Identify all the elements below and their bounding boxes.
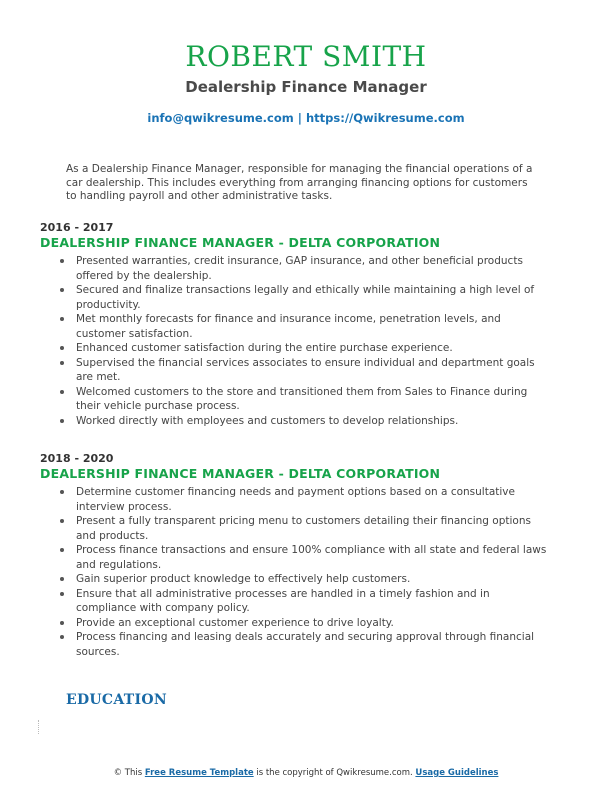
- bullet-text: Gain superior product knowledge to effectively help customers.: [76, 573, 411, 585]
- section-divider: [38, 720, 41, 734]
- experience-company: DEALERSHIP FINANCE MANAGER - DELTA CORPORATION: [40, 466, 441, 481]
- experience-entry-1: [40, 221, 560, 428]
- bullet-item: [76, 572, 560, 587]
- experience-dates: 2016 - 2017: [40, 221, 114, 234]
- bullet-item: [76, 587, 560, 616]
- summary-paragraph: As a Dealership Finance Manager, responsible for managing the financial operations of a car dealership. This includes everything from arranging financing options for customers to handling payroll and other administrative tasks.: [66, 163, 533, 202]
- bullet-icon: [60, 419, 64, 423]
- experience-entry-2: [40, 452, 560, 659]
- bullet-icon: [60, 346, 64, 350]
- bullet-item: [76, 514, 560, 543]
- education-heading: EDUCATION: [66, 692, 167, 708]
- bullet-icon: [60, 288, 64, 292]
- footer-copyright: [0, 767, 612, 779]
- bullet-text: Secured and finalize transactions legally and ethically while maintaining a high level of productivity.: [76, 284, 535, 311]
- bullet-text: Determine customer financing needs and payment options based on a consultative interview process.: [76, 486, 515, 513]
- bullet-icon: [60, 390, 64, 394]
- bullet-icon: [60, 577, 64, 581]
- bullet-icon: [60, 317, 64, 321]
- bullet-item: [76, 630, 560, 659]
- bullet-icon: [60, 519, 64, 523]
- bullet-icon: [60, 490, 64, 494]
- footer-prefix: © This: [113, 768, 145, 778]
- bullet-item: [76, 616, 560, 631]
- bullet-icon: [60, 259, 64, 263]
- experience-dates: 2018 - 2020: [40, 452, 114, 465]
- bullet-item: [76, 341, 560, 356]
- experience-company: DEALERSHIP FINANCE MANAGER - DELTA CORPORATION: [40, 235, 441, 250]
- bullet-text: Process financing and leasing deals accurately and securing approval through financial sources.: [76, 631, 535, 658]
- bullet-text: Provide an exceptional customer experience to drive loyalty.: [76, 616, 394, 629]
- bullet-item: [76, 283, 560, 312]
- bullet-item: [76, 485, 560, 514]
- contact-line: [0, 110, 612, 126]
- bullet-text: Welcomed customers to the store and transitioned them from Sales to Finance during their vehicle purchase process.: [76, 385, 528, 412]
- experience-bullets: [40, 254, 560, 428]
- contact-separator: |: [293, 111, 306, 125]
- bullet-text: Ensure that all administrative processes are handled in a timely fashion and in compliance with company policy.: [76, 587, 490, 614]
- bullet-icon: [60, 548, 64, 552]
- bullet-item: [76, 414, 560, 429]
- bullet-icon: [60, 361, 64, 365]
- bullet-item: [76, 312, 560, 341]
- bullet-text: Worked directly with employees and customers to develop relationships.: [76, 414, 459, 427]
- bullet-item: [76, 356, 560, 385]
- bullet-icon: [60, 621, 64, 625]
- bullet-text: Present a fully transparent pricing menu to customers detailing their financing options and products.: [76, 515, 531, 542]
- website-link[interactable]: https://Qwikresume.com: [305, 111, 465, 125]
- email-link[interactable]: info@qwikresume.com: [147, 111, 294, 125]
- bullet-item: [76, 385, 560, 414]
- bullet-icon: [60, 635, 64, 639]
- experience-bullets: [40, 485, 560, 659]
- bullet-icon: [60, 592, 64, 596]
- bullet-item: [76, 543, 560, 572]
- bullet-text: Presented warranties, credit insurance, GAP insurance, and other beneficial products offered by the dealership.: [76, 255, 523, 282]
- bullet-text: Enhanced customer satisfaction during the entire purchase experience.: [76, 342, 453, 354]
- bullet-text: Supervised the financial services associates to ensure individual and department goals are met.: [76, 356, 535, 383]
- bullet-item: [76, 254, 560, 283]
- free-resume-template-link[interactable]: Free Resume Template: [144, 768, 254, 778]
- footer-middle: is the copyright of Qwikresume.com.: [253, 768, 416, 778]
- bullet-text: Process finance transactions and ensure 100% compliance with all state and federal laws and regulations.: [76, 544, 547, 571]
- candidate-title: Dealership Finance Manager: [185, 78, 427, 96]
- usage-guidelines-link[interactable]: Usage Guidelines: [415, 768, 499, 778]
- candidate-name: ROBERT SMITH: [185, 40, 427, 73]
- bullet-text: Met monthly forecasts for finance and insurance income, penetration levels, and customer satisfaction.: [76, 313, 501, 340]
